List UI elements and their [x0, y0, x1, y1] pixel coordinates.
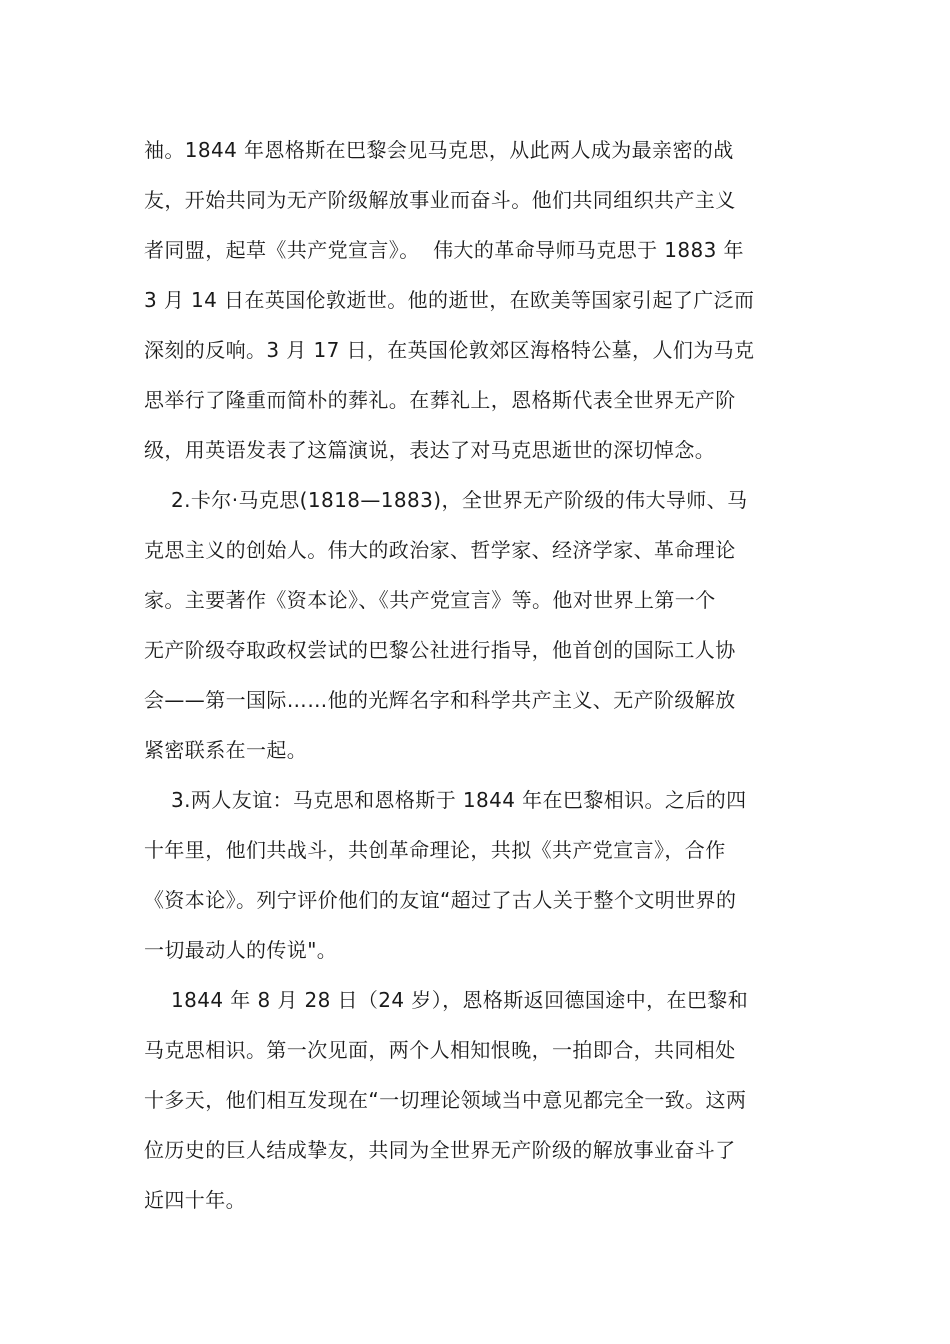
text-line: 克思主义的创始人。伟大的政治家、哲学家、经济学家、革命理论 — [144, 538, 736, 562]
text-line: 一切最动人的传说"。 — [144, 938, 338, 962]
text-line: 紧密联系在一起。 — [144, 738, 308, 762]
text-line: 近四十年。 — [144, 1188, 246, 1212]
text-line: 者同盟，起草《共产党宣言》。 伟大的革命导师马克思于 1883 年 — [144, 238, 744, 262]
text-line: 会——第一国际……他的光辉名字和科学共产主义、无产阶级解放 — [144, 688, 736, 712]
text-line: 位历史的巨人结成挚友，共同为全世界无产阶级的解放事业奋斗了 — [144, 1138, 736, 1162]
text-line: 3.两人友谊：马克思和恩格斯于 1844 年在巴黎相识。之后的四 — [144, 788, 747, 812]
text-line: 十年里，他们共战斗，共创革命理论，共拟《共产党宣言》，合作 — [144, 838, 726, 862]
text-line: 家。主要著作《资本论》、《共产党宣言》等。他对世界上第一个 — [144, 588, 716, 612]
text-line: 级，用英语发表了这篇演说，表达了对马克思逝世的深切悼念。 — [144, 438, 716, 462]
text-line: 2.卡尔·马克思(1818—1883)，全世界无产阶级的伟大导师、马 — [144, 488, 748, 512]
text-line: 袖。1844 年恩格斯在巴黎会见马克思，从此两人成为最亲密的战 — [144, 138, 734, 162]
text-line: 马克思相识。第一次见面，两个人相知恨晚，一拍即合，共同相处 — [144, 1038, 736, 1062]
text-line: 深刻的反响。3 月 17 日，在英国伦敦郊区海格特公墓，人们为马克 — [144, 338, 755, 362]
text-line: 无产阶级夺取政权尝试的巴黎公社进行指导，他首创的国际工人协 — [144, 638, 736, 662]
text-line: 十多天，他们相互发现在“一切理论领域当中意见都完全一致。这两 — [144, 1088, 747, 1112]
text-line: 《资本论》。列宁评价他们的友谊“超过了古人关于整个文明世界的 — [144, 888, 737, 912]
text-line: 1844 年 8 月 28 日（24 岁），恩格斯返回德国途中，在巴黎和 — [144, 988, 749, 1012]
document-body — [144, 125, 808, 1225]
text-line: 3 月 14 日在英国伦敦逝世。他的逝世，在欧美等国家引起了广泛而 — [144, 288, 755, 312]
text-line: 友，开始共同为无产阶级解放事业而奋斗。他们共同组织共产主义 — [144, 188, 736, 212]
text-line: 思举行了隆重而简朴的葬礼。在葬礼上，恩格斯代表全世界无产阶 — [144, 388, 736, 412]
